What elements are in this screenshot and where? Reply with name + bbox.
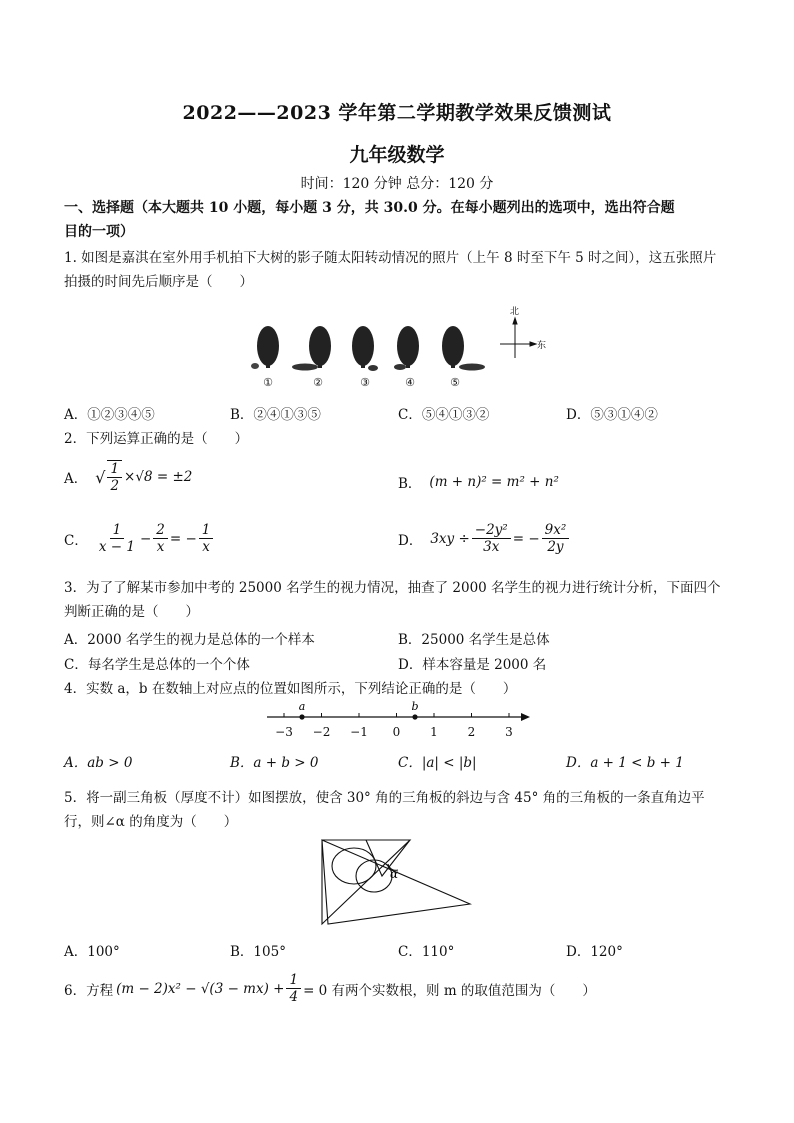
question-5	[64, 786, 734, 834]
q2-d-prefix: 3xy ÷	[430, 530, 470, 547]
photo-label-4: ④	[405, 376, 415, 389]
q2-option-a: A． √ $\frac{1}{2}$ ×√8 = ±2	[64, 461, 193, 494]
tree-shadow-figure	[250, 300, 560, 392]
q4-option-b: B．a + b > 0	[230, 755, 319, 771]
tree-2	[292, 326, 331, 371]
axis-tick-label: 1	[430, 725, 438, 739]
q6-frac-den: 4	[289, 989, 299, 1005]
q1-option-c: C．⑤④①③②	[398, 407, 490, 423]
photo-label-3: ③	[360, 376, 370, 389]
q2-c-frac2-den: x	[156, 539, 165, 555]
compass-east-label: 东	[537, 341, 547, 351]
q1-option-b: B．②④①③⑤	[230, 407, 321, 423]
q2-b-label: B．	[398, 476, 422, 492]
q4-option-c: C．|a| < |b|	[398, 755, 477, 771]
tree-1	[251, 326, 279, 369]
q2-c-frac1-den: x − 1	[98, 539, 135, 555]
q2-d-frac2-den: 2y	[547, 539, 564, 555]
question-6	[64, 972, 596, 1005]
tree-5	[442, 326, 485, 371]
q3-option-a: A．2000 名学生的视力是总体的一个样本	[64, 632, 315, 648]
point-a-dot	[299, 714, 304, 719]
section-heading-line2: 目的一项）	[64, 224, 134, 240]
tree-4	[394, 326, 419, 370]
q3-option-c: C．每名学生是总体的一个个体	[64, 657, 250, 673]
q3-option-d: D．样本容量是 2000 名	[398, 657, 547, 673]
q2-option-c: C． $\frac{1}{x - 1}$ − $\frac{2}{x}$ = − $\frac{1}{x}$	[64, 522, 215, 555]
q2-d-label: D．	[398, 532, 423, 549]
q2-option-d	[398, 522, 571, 555]
section-heading-line1: 一、选择题（本大题共 10 小题，每小题 3 分，共 30.0 分。在每小题列出的选项中，选出符合题	[64, 200, 675, 216]
q5-option-c: C．110°	[398, 944, 455, 960]
q1-line1: 1. 如图是嘉淇在室外用手机拍下大树的影子随太阳转动情况的照片（上午 8 时至下午 5 时之间），这五张照片	[64, 250, 717, 266]
photo-label-1: ①	[263, 376, 273, 389]
question-1	[64, 246, 734, 294]
question-3	[64, 576, 734, 624]
q6-suffix: = 0 有两个实数根，则 m 的取值范围为（ ）	[303, 982, 596, 999]
q1-option-a: A．①②③④⑤	[64, 407, 155, 423]
q5-option-b: B．105°	[230, 944, 286, 960]
tree-3	[352, 326, 378, 371]
q4-stem: 4．实数 a，b 在数轴上对应点的位置如图所示，下列结论正确的是（ ）	[64, 681, 517, 697]
point-b-dot	[412, 714, 417, 719]
axis-tick-label: −1	[350, 725, 368, 739]
q2-a-label: A．	[64, 471, 88, 487]
q5-option-a: A．100°	[64, 944, 120, 960]
exam-title: 2022——2023 学年第二学期教学效果反馈测试	[182, 102, 612, 124]
q3-option-b: B．25000 名学生是总体	[398, 632, 550, 648]
q3-line1: 3．为了了解某市参加中考的 25000 名学生的视力情况，抽查了 2000 名学生的视力进行统计分析，下面四个	[64, 580, 721, 596]
q4-option-a: A．ab > 0	[64, 755, 133, 771]
axis-tick-label: −3	[275, 725, 293, 739]
axis-tick-label: 2	[467, 725, 476, 739]
q4-option-d: D．a + 1 < b + 1	[566, 755, 684, 771]
q6-expression: (m − 2)x² − √(3 − mx) +	[116, 980, 285, 997]
q2-c-label: C．	[64, 532, 88, 549]
photo-label-2: ②	[313, 376, 323, 389]
q2-a-numerator: 1	[107, 461, 122, 478]
section-heading	[64, 196, 734, 244]
q2-option-b	[398, 472, 559, 492]
axis-tick-label: 0	[392, 725, 401, 739]
q6-frac-num: 1	[286, 972, 301, 989]
q2-d-frac1-den: 3x	[483, 539, 500, 555]
triangle-45	[322, 840, 410, 924]
q5-option-d: D．120°	[566, 944, 623, 960]
q2-c-frac3-num: 1	[199, 522, 214, 539]
q2-a-denominator: 2	[110, 478, 120, 494]
exam-subtitle: 九年级数学	[349, 144, 445, 166]
exam-info: 时间：120 分钟 总分：120 分	[300, 176, 494, 192]
axis-tick-label: −2	[312, 725, 331, 739]
compass-icon	[500, 318, 536, 358]
point-b-label: b	[411, 700, 419, 713]
number-line	[262, 700, 534, 742]
q1-line2: 拍摄的时间先后顺序是（ ）	[64, 274, 253, 290]
q6-prefix: 6．方程	[64, 982, 114, 999]
q2-d-frac1-num: −2y²	[472, 522, 511, 539]
q2-stem: 2．下列运算正确的是（ ）	[64, 431, 249, 447]
q1-option-d: D．⑤③①④②	[566, 407, 658, 423]
photo-label-5: ⑤	[450, 376, 460, 389]
triangle-rulers-figure	[318, 836, 478, 928]
q2-d-equals: = −	[512, 530, 540, 547]
q3-line2: 判断正确的是（ ）	[64, 604, 199, 620]
q2-c-frac3-den: x	[202, 539, 210, 555]
q2-d-frac2-num: 9x²	[542, 522, 570, 539]
q2-b-expression: (m + n)² = m² + n²	[429, 474, 559, 490]
q2-c-equals: = −	[169, 530, 197, 547]
axis-tick-label: 3	[505, 725, 513, 739]
q5-line2: 行，则∠α 的角度为（ ）	[64, 814, 238, 830]
angle-alpha-label: α	[390, 867, 399, 881]
inner-triangle	[366, 840, 410, 876]
point-a-label: a	[298, 700, 306, 713]
compass-north-label: 北	[510, 307, 520, 317]
q2-c-frac2-num: 2	[153, 522, 168, 539]
q2-a-expression: ×√8 = ±2	[124, 469, 193, 485]
q2-c-frac1-num: 1	[110, 522, 125, 539]
q5-line1: 5．将一副三角板（厚度不计）如图摆放，使含 30° 角的三角板的斜边与含 45° 角的三角板的一条直角边平	[64, 790, 705, 806]
ruler-hole-2	[356, 860, 392, 892]
